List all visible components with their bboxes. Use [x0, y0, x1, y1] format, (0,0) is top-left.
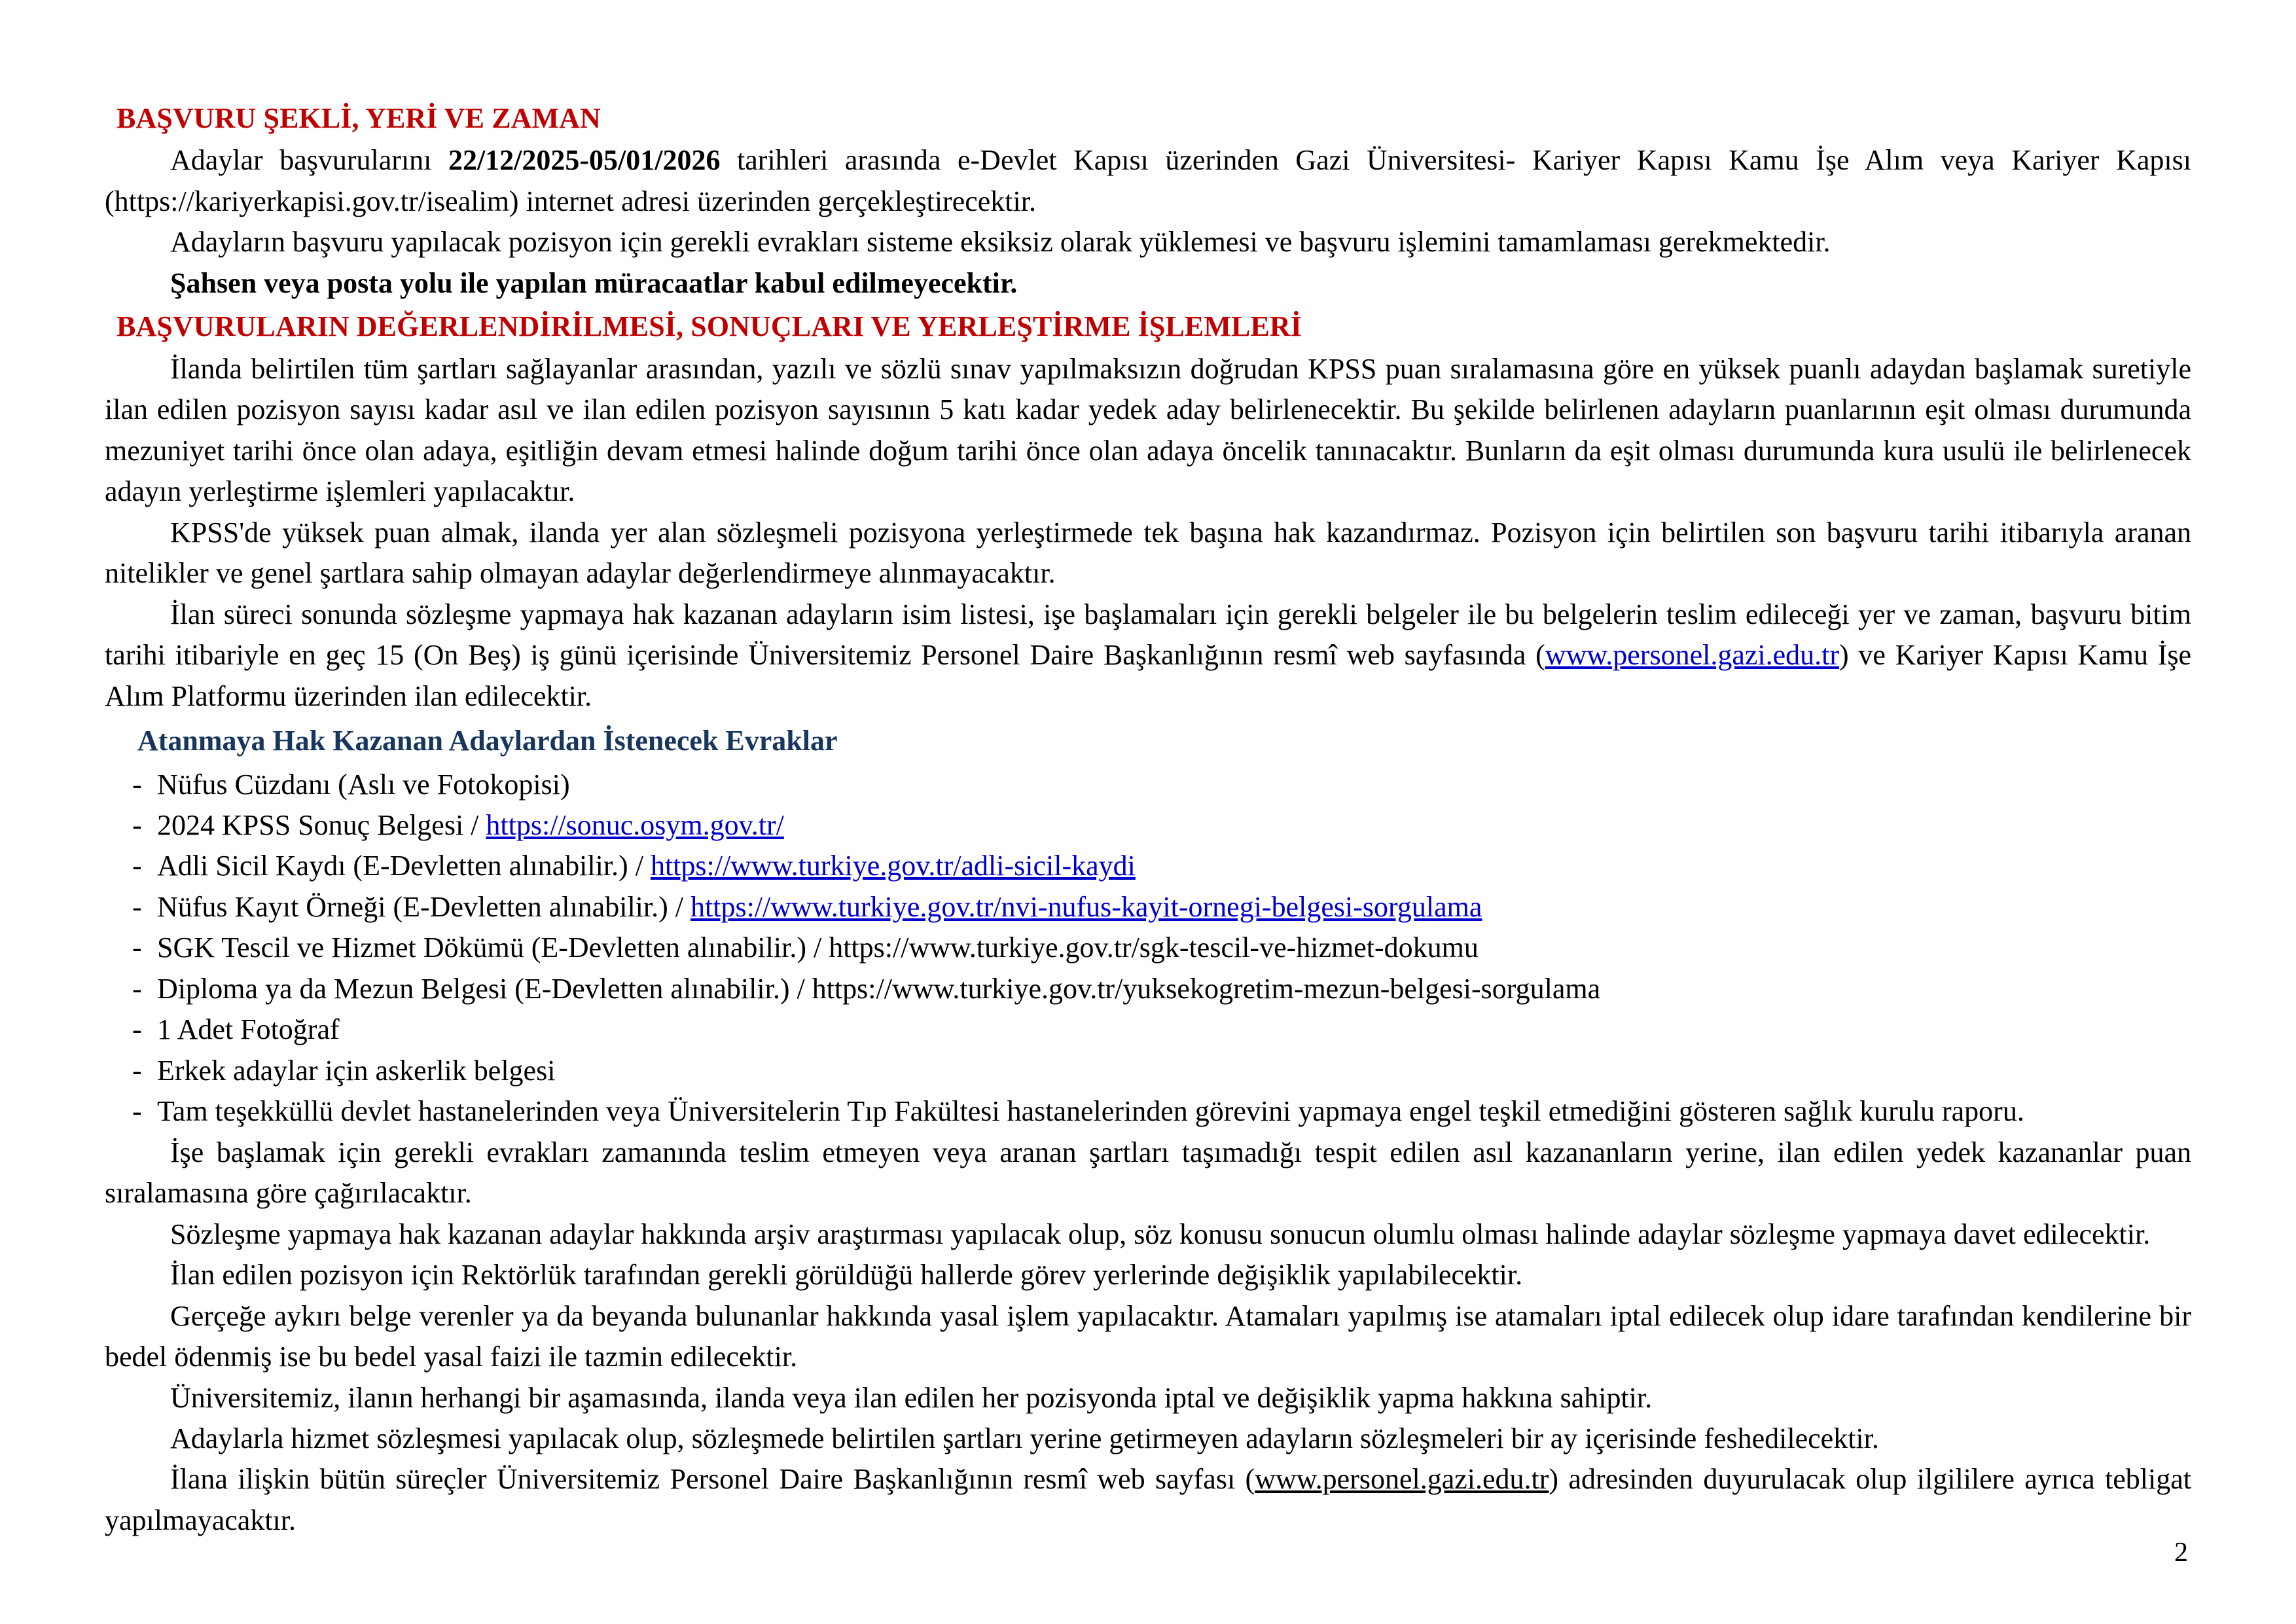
para13-text-after: ) adresinden duyurulacak olup ilgililere ayrıca tebligat yapılmayacaktır. — [105, 1463, 2191, 1536]
list-item-text: Erkek adaylar için askerlik belgesi — [157, 1054, 556, 1087]
list-item — [105, 969, 2191, 1009]
para1-text-before: Adaylar başvurularını — [170, 144, 448, 177]
list-item — [105, 1051, 2191, 1091]
list-item-text — [157, 805, 2191, 846]
para6-text-after: ) ve Kariyer Kapısı Kamu İşe Alım Platformu üzerinden ilan edilecektir. — [105, 639, 2192, 712]
list-bullet-dash: - — [132, 768, 142, 801]
paragraph-ilan-duyuru — [105, 1459, 2191, 1541]
list-item-label: Nüfus Kayıt Örneği (E-Devletten alınabilir.) / — [157, 890, 691, 923]
para13-text-before: İlana ilişkin bütün süreçler Üniversitemiz Personel Daire Başkanlığının resmî web sayfası ( — [170, 1463, 1255, 1496]
list-bullet-dash: - — [132, 931, 142, 964]
list-item-text: 1 Adet Fotoğraf — [157, 1013, 340, 1046]
list-item — [105, 765, 2191, 805]
list-item-label: Adli Sicil Kaydı (E-Devletten alınabilir.) / — [157, 850, 651, 882]
list-item-text: Tam teşekküllü devlet hastanelerinden veya Üniversitelerin Tıp Fakültesi hastanelerinden görevini yapmaya engel teşkil etmediğini gösteren sağlık kurulu raporu. — [157, 1095, 2024, 1128]
list-bullet-dash: - — [132, 1095, 142, 1128]
list-item-text — [157, 887, 2191, 928]
list-bullet-dash: - — [132, 972, 142, 1005]
link-personel-gazi-edu-tr-1[interactable]: www.personel.gazi.edu.tr — [1545, 639, 1840, 672]
list-bullet-dash: - — [132, 850, 142, 882]
list-bullet-dash: - — [132, 808, 142, 841]
warning-text-bold: Şahsen veya posta yolu ile yapılan müracaatlar kabul edilmeyecektir. — [170, 266, 1018, 299]
section-heading-degerlendirme: BAŞVURULARIN DEĞERLENDİRİLMESİ, SONUÇLARI VE YERLEŞTİRME İŞLEMLERİ — [117, 310, 1302, 343]
link-adli-sicil-kaydi[interactable]: https://www.turkiye.gov.tr/adli-sicil-kaydi — [650, 850, 1136, 882]
application-date-range: 22/12/2025-05/01/2026 — [448, 144, 721, 177]
list-item-text: Diploma ya da Mezun Belgesi (E-Devletten alınabilir.) / https://www.turkiye.gov.tr/yuksekogretim-mezun-belgesi-sorgulama — [157, 972, 1601, 1005]
paragraph-yedek-kazananlar: İşe başlamak için gerekli evrakları zamanında teslim etmeyen veya aranan şartları taşımadığı tespit edilen asıl kazananların yerine, ilan edilen yedek kazananlar puan sıralamasına göre çağırılacaktır. — [105, 1136, 2191, 1210]
paragraph-ilan-sureci — [105, 594, 2191, 717]
paragraph-degerlendirme-kriterleri: İlanda belirtilen tüm şartları sağlayanlar arasından, yazılı ve sözlü sınav yapılmaksızın doğrudan KPSS puan sıralamasına göre en yüksek puanlı adaydan başlamak suretiyle ilan edilen pozisyon sayısı kadar asıl ve ilan edilen pozisyon sayısının 5 katı kadar yedek aday belirlenecektir. Bu şekilde belirlenen adayların puanlarının eşit olması durumunda mezuniyet tarihi önce olan adaya, eşitliğin devam etmesi halinde doğum tarihi önce olan adaya öncelik tanınacaktır. Bunların da eşit olması durumunda kura usulü ile belirlenecek adayın yerleştirme işlemleri yapılacaktır. — [105, 352, 2191, 508]
paragraph-evrak-yukleme: Adayların başvuru yapılacak pozisyon için gerekli evrakları sisteme eksiksiz olarak yüklemesi ve başvuru işlemini tamamlaması gerekmektedir. — [170, 226, 1831, 259]
list-bullet-dash: - — [132, 1054, 142, 1087]
section-heading-basvuru-sekli: BAŞVURU ŞEKLİ, YERİ VE ZAMAN — [117, 102, 601, 134]
list-item-text: Nüfus Cüzdanı (Aslı ve Fotokopisi) — [157, 768, 570, 801]
list-item — [105, 1009, 2191, 1050]
list-item-label: 2024 KPSS Sonuç Belgesi / — [157, 808, 486, 841]
list-item — [105, 928, 2191, 968]
page-number: 2 — [2174, 1538, 2188, 1568]
para1-text-after: tarihleri arasında e-Devlet Kapısı üzerinden Gazi Üniversitesi- Kariyer Kapısı Kamu İşe Alım veya Kariyer Kapısı (https://kariyerkapisi.gov.tr/isealim) internet adresi üzerinden gerçekleştirecektir. — [105, 144, 2191, 217]
paragraph-basvuru-tarihleri — [105, 140, 2191, 222]
link-nvi-nufus-kayit-ornegi[interactable]: https://www.turkiye.gov.tr/nvi-nufus-kayit-ornegi-belgesi-sorgulama — [691, 890, 1482, 923]
link-personel-gazi-edu-tr-2[interactable]: www.personel.gazi.edu.tr — [1255, 1463, 1549, 1496]
para6-text-before: İlan süreci sonunda sözleşme yapmaya hak kazanan adayların isim listesi, işe başlamaları için gerekli belgeler ile bu belgelerin teslim edileceği yer ve zaman, başvuru bitim tarihi itibariyle en geç 15 (On Beş) iş günü içerisinde Üniversitemiz Personel Daire Başkanlığının resmî web sayfasında ( — [105, 598, 2191, 672]
list-item-text — [157, 846, 2191, 886]
paragraph-kpss-aciklama: KPSS'de yüksek puan almak, ilanda yer alan sözleşmeli pozisyona yerleştirmede tek başına hak kazandırmaz. Pozisyon için belirtilen son başvuru tarihi itibarıyla aranan nitelikler ve genel şartlara sahip olmayan adaylar değerlendirmeye alınmayacaktır. — [105, 516, 2191, 590]
list-bullet-dash: - — [132, 890, 142, 923]
list-item — [105, 805, 2191, 846]
evraklar-list — [105, 765, 2191, 1132]
list-item-text: SGK Tescil ve Hizmet Dökümü (E-Devletten alınabilir.) / https://www.turkiye.gov.tr/sgk-tescil-ve-hizmet-dokumu — [157, 931, 1479, 964]
list-item — [105, 846, 2191, 886]
paragraph-gorev-yeri-degisiklik: İlan edilen pozisyon için Rektörlük tarafından gerekli görüldüğü hallerde görev yerlerinde değişiklik yapılabilecektir. — [170, 1259, 1523, 1291]
paragraph-sahsen-posta-uyari — [105, 263, 2191, 304]
document-content — [105, 98, 2191, 1541]
paragraph-hizmet-sozlesmesi: Adaylarla hizmet sözleşmesi yapılacak olup, sözleşmede belirtilen şartları yerine getirmeyen adayların sözleşmeleri bir ay içerisinde feshedilecektir. — [170, 1422, 1879, 1454]
paragraph-gercege-aykiri-belge: Gerçeğe aykırı belge verenler ya da beyanda bulunanlar hakkında yasal işlem yapılacaktır. Atamaları yapılmış ise atamaları iptal edilecek olup idare tarafından kendilerine bir bedel ödenmiş ise bu bedel yasal faizi ile tazmin edilecektir. — [105, 1299, 2191, 1373]
paragraph-iptal-degisiklik-hakki: Üniversitemiz, ilanın herhangi bir aşamasında, ilanda veya ilan edilen her pozisyonda iptal ve değişiklik yapma hakkına sahiptir. — [170, 1381, 1653, 1414]
paragraph-arsiv-arastirmasi: Sözleşme yapmaya hak kazanan adaylar hakkında arşiv araştırması yapılacak olup, söz konusu sonucun olumlu olması halinde adaylar sözleşme yapmaya davet edilecektir. — [170, 1218, 2151, 1250]
list-item — [105, 1091, 2191, 1132]
list-item — [105, 887, 2191, 928]
list-bullet-dash: - — [132, 1013, 142, 1046]
section-heading-istenecek-evraklar: Atanmaya Hak Kazanan Adaylardan İstenecek Evraklar — [137, 725, 838, 757]
link-sonuc-osym-gov-tr[interactable]: https://sonuc.osym.gov.tr/ — [486, 808, 784, 841]
